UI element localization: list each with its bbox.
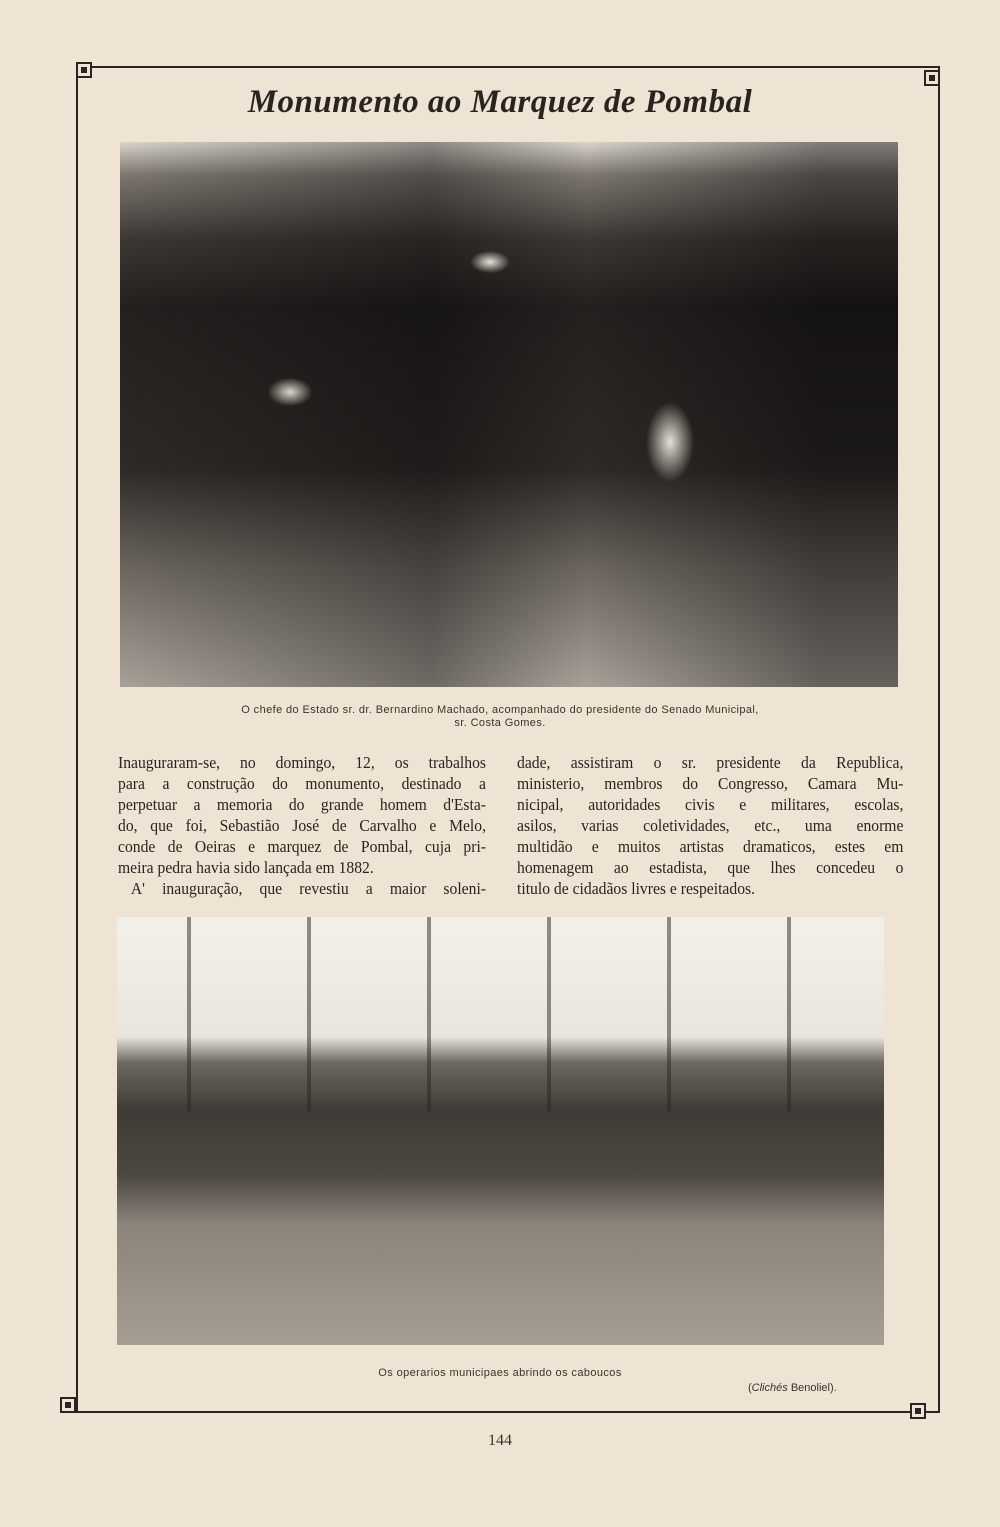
photo1-caption-line1: O chefe do Estado sr. dr. Bernardino Machado, acompanhado do presidente do Senado Municipal, [241,704,759,716]
credit-name: Benoliel [790,1382,830,1394]
photo-credit: (Clichés Benoliel). [748,1382,837,1394]
corner-ornament-top-left [76,62,92,78]
text-line: homenagem ao estadista, que lhes concedeu o [517,858,904,877]
article-column-right [517,752,903,899]
photo2-caption: Os operarios municipaes abrindo os caboucos [378,1367,622,1379]
corner-ornament-bottom-right [910,1403,926,1419]
text-line: meira pedra havia sido lançada em 1882. [118,858,374,877]
credit-label: Clichés [751,1382,788,1394]
page-title: Monumento ao Marquez de Pombal [247,84,753,120]
text-line: titulo de cidadãos livres e respeitados. [517,879,756,898]
text-line: para a construção do monumento, destinado a [118,774,486,793]
text-line: Inauguraram-se, no domingo, 12, os trabalhos [118,753,486,772]
text-line: conde de Oeiras e marquez de Pombal, cuja pri- [118,837,486,856]
photo1-caption-line2: sr. Costa Gomes. [454,717,546,729]
text-line: asilos, varias coletividades, etc., uma enorme [517,816,904,835]
page-number: 144 [488,1432,512,1449]
photo-officials-procession [120,142,898,687]
text-line: do, que foi, Sebastião José de Carvalho e Melo, [118,816,486,835]
corner-ornament-bottom-left [60,1397,76,1413]
text-line: perpetuar a memoria do grande homem d'Esta- [118,795,486,814]
text-line: dade, assistiram o sr. presidente da Republica, [517,753,904,772]
text-line: multidão e muitos artistas dramaticos, estes em [517,837,904,856]
text-line: nicipal, autoridades civis e militares, escolas, [517,795,904,814]
text-line: A' inauguração, que revestiu a maior soleni- [130,879,486,898]
photo-workers-digging [117,917,884,1345]
article-column-left [118,752,486,899]
text-line: ministerio, membros do Congresso, Camara Mu- [517,774,904,793]
